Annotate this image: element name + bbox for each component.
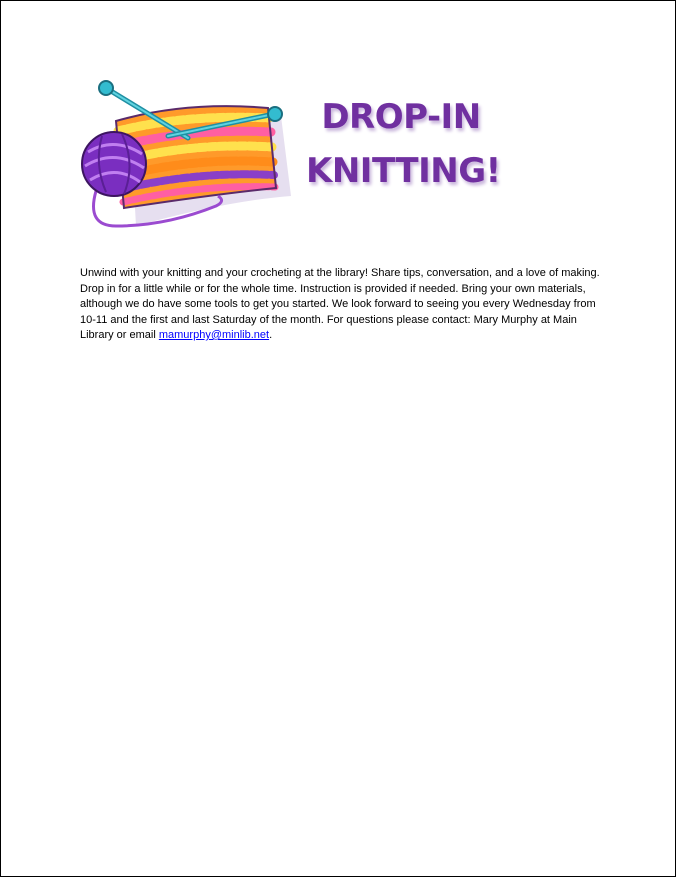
title-line-2: KNITTING! xyxy=(306,151,501,191)
flyer-body-paragraph xyxy=(80,266,600,344)
email-link[interactable]: mamurphy@minlib.net xyxy=(158,329,270,341)
flyer-title xyxy=(306,97,501,191)
body-text-end: . xyxy=(269,329,273,341)
title-line-1: DROP-IN xyxy=(321,97,481,137)
body-text-main: Unwind with your knitting and your crocheting at the library! Share tips, conversation, and a love of making. Drop in for a little while or for the whole time. Instruction is provided if needed. Bring your own materials, although we do have some tools to get you started. We look forward to seeing you every Wednesday from 10-11 and the first and last Saturday of the month. For questions please contact: Mary Murphy at Main Library or email xyxy=(80,267,600,341)
knitting-yarn-needles-icon xyxy=(76,76,296,246)
